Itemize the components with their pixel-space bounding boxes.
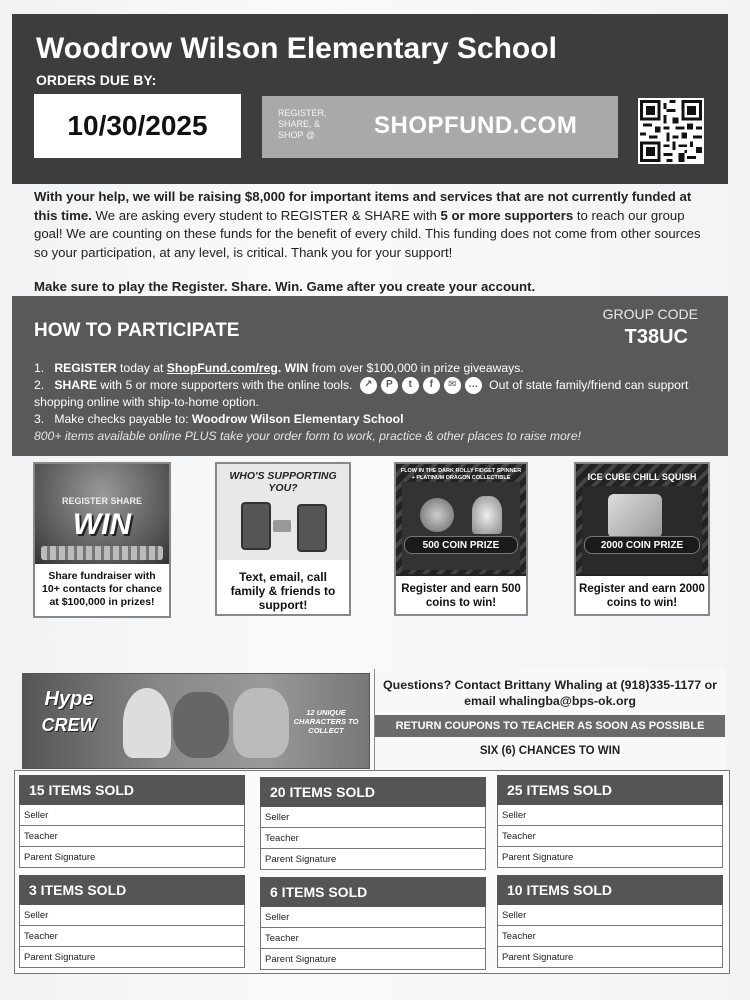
coupon-title: 15 ITEMS SOLD (19, 775, 245, 805)
heart-icon (273, 520, 291, 532)
seller-field[interactable]: Seller (19, 905, 245, 926)
step-register: 1. REGISTER today at ShopFund.com/reg. WIN from over $100,000 in prize giveaways. (34, 361, 524, 375)
group-code-label: GROUP CODE (602, 306, 698, 322)
card-share-win (33, 462, 171, 618)
hype-crew-logo: Hype CREW (41, 688, 97, 735)
coupon-25-items (497, 775, 723, 869)
teacher-field[interactable]: Teacher (497, 826, 723, 847)
coupon-title: 3 ITEMS SOLD (19, 875, 245, 905)
card-caption: Register and earn 2000 coins to win! (576, 576, 708, 614)
teacher-field[interactable]: Teacher (19, 826, 245, 847)
spinner-icon (420, 498, 454, 532)
coupon-title: 10 ITEMS SOLD (497, 875, 723, 905)
group-code: T38UC (624, 326, 688, 348)
step-share: 2. SHARE with 5 or more supporters with the online tools. ↗ P t f ✉ … Out of state family/friend can support shopping online with ship-to-home option. (34, 377, 689, 410)
card-caption: Register and earn 500 coins to win! (396, 576, 526, 614)
characters-note: 12 UNIQUE CHARACTERS TO COLLECT (293, 708, 359, 735)
share-icon: ↗ (360, 377, 377, 394)
seller-field[interactable]: Seller (19, 805, 245, 826)
twitter-icon: t (402, 377, 419, 394)
coin-prize-badge: 2000 COIN PRIZE (584, 536, 700, 554)
shopfund-reg-link[interactable]: ShopFund.com/reg (166, 361, 278, 375)
items-note: 800+ items available online PLUS take your order form to work, practice & other places to raise more! (34, 428, 582, 443)
share-tools (360, 377, 482, 394)
teacher-field[interactable]: Teacher (497, 926, 723, 947)
due-date: 10/30/2025 (34, 94, 241, 158)
character-icon (233, 688, 289, 758)
parent-signature-field[interactable]: Parent Signature (19, 947, 245, 968)
shopfund-url: SHOPFUND.COM (374, 112, 578, 139)
return-coupons-bar: RETURN COUPONS TO TEACHER AS SOON AS POSSIBLE (375, 715, 725, 737)
school-name: Woodrow Wilson Elementary School (36, 32, 557, 65)
card-caption: Share fundraiser with 10+ contacts for chance at $100,000 in prizes! (42, 570, 162, 608)
card-supporters (215, 462, 351, 616)
header-banner (12, 14, 728, 184)
parent-signature-field[interactable]: Parent Signature (260, 949, 486, 970)
supporters-art: WHO'S SUPPORTING YOU? (217, 464, 349, 560)
parent-signature-field[interactable]: Parent Signature (497, 947, 723, 968)
game-reminder: Make sure to play the Register. Share. Win. Game after you create your account. (34, 279, 536, 294)
email-icon: ✉ (444, 377, 461, 394)
coupon-15-items (19, 775, 245, 869)
intro-paragraph: With your help, we will be raising $8,000 for important items and services that are not currently funded at this time. We are asking every student to REGISTER & SHARE with 5 or more supporters to reach our group goal! We are counting on these funds for the benefit of every child. This funding does not come from other sources so your participation, at any level, is critical. Thank you for your support! (34, 189, 701, 260)
coupon-6-items (260, 877, 486, 971)
seller-field[interactable]: Seller (497, 905, 723, 926)
coupon-grid (14, 770, 730, 974)
parent-signature-field[interactable]: Parent Signature (497, 847, 723, 868)
character-icon (173, 692, 229, 758)
contact-box (374, 669, 725, 773)
coupon-title: 6 ITEMS SOLD (260, 877, 486, 907)
teacher-field[interactable]: Teacher (260, 928, 486, 949)
parent-signature-field[interactable]: Parent Signature (260, 849, 486, 870)
chat-icon: … (465, 377, 482, 394)
teacher-field[interactable]: Teacher (19, 926, 245, 947)
spinner-art: FLOW IN THE DARK ROLLY FIDGET SPINNER + PLATINUM DRAGON COLLECTIBLE 500 COIN PRIZE (396, 464, 526, 574)
contact-text: Questions? Contact Brittany Whaling at (918)335-1177 or email whalingba@bps-ok.org (383, 678, 717, 708)
parent-signature-field[interactable]: Parent Signature (19, 847, 245, 868)
participation-steps (34, 360, 720, 444)
seller-field[interactable]: Seller (260, 807, 486, 828)
win-art: REGISTER SHARE WIN (35, 464, 169, 564)
teacher-field[interactable]: Teacher (260, 828, 486, 849)
step-checks: 3. Make checks payable to: Woodrow Wilson Elementary School (34, 411, 404, 426)
pinterest-icon: P (381, 377, 398, 394)
squish-art: ICE CUBE CHILL SQUISH 2000 COIN PRIZE (576, 464, 708, 574)
coupon-3-items (19, 875, 245, 969)
character-icon (123, 688, 171, 758)
participate-title: HOW TO PARTICIPATE (34, 320, 240, 341)
card-caption: Text, email, call family & friends to support! (230, 570, 336, 612)
seller-field[interactable]: Seller (260, 907, 486, 928)
facebook-icon: f (423, 377, 440, 394)
coupon-10-items (497, 875, 723, 969)
phone-icon (241, 502, 271, 550)
how-to-participate-panel (12, 296, 728, 456)
seller-field[interactable]: Seller (497, 805, 723, 826)
coupon-title: 20 ITEMS SOLD (260, 777, 486, 807)
hype-crew-banner (22, 673, 370, 769)
register-share-shop-label: REGISTER, SHARE, & SHOP @ (278, 108, 327, 140)
six-chances-text: SIX (6) CHANCES TO WIN (479, 745, 621, 757)
qr-code-icon (638, 98, 704, 164)
dragon-icon (472, 496, 502, 534)
coupon-20-items (260, 777, 486, 871)
coupon-title: 25 ITEMS SOLD (497, 775, 723, 805)
orders-due-label: ORDERS DUE BY: (36, 72, 157, 88)
coin-prize-badge: 500 COIN PRIZE (404, 536, 518, 554)
card-500-coins (394, 462, 528, 616)
phone-icon (297, 504, 327, 552)
ice-cube-icon (608, 494, 662, 538)
coin-stack-icon (41, 546, 163, 560)
shopfund-box (262, 96, 618, 158)
card-2000-coins (574, 462, 710, 616)
